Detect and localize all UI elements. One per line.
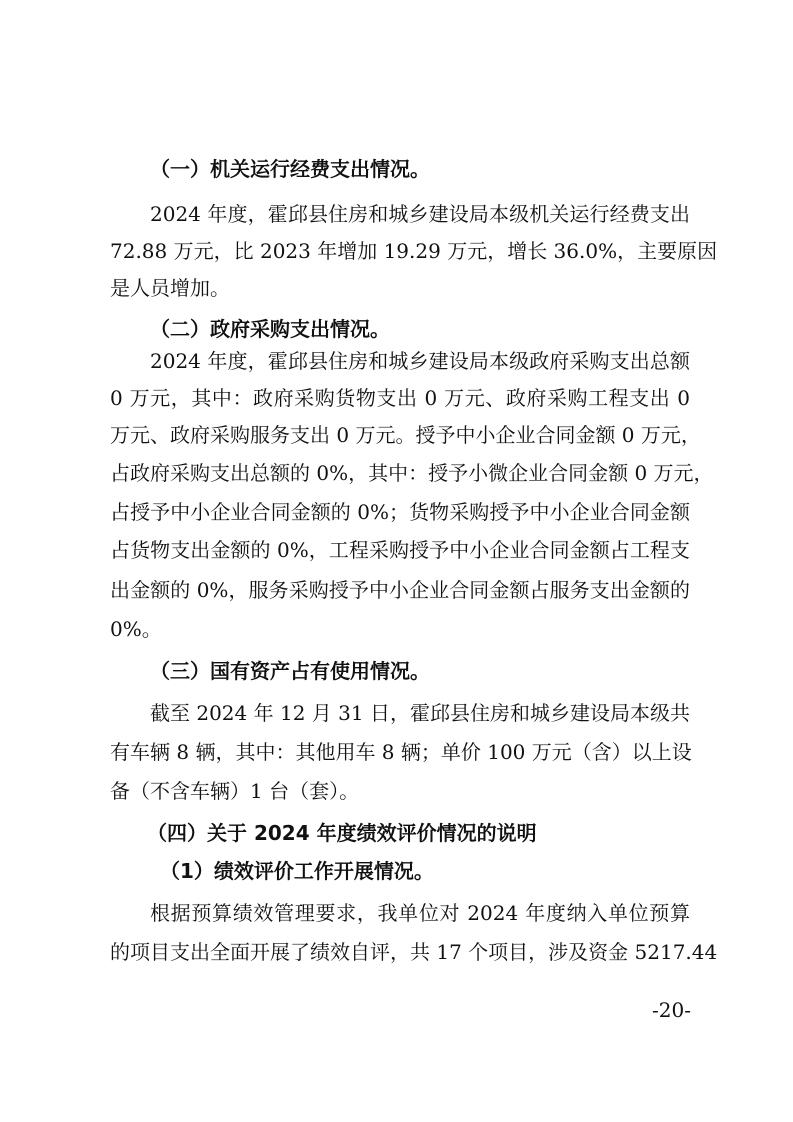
paragraph-line: 备（不含车辆）1 台（套）。	[110, 779, 360, 803]
subsection-heading-evaluation-work: （1）绩效评价工作开展情况。	[160, 859, 434, 883]
paragraph-line: 是人员增加。	[110, 276, 230, 300]
section-heading-state-assets: （三）国有资产占有使用情况。	[150, 659, 430, 683]
paragraph-line: 根据预算绩效管理要求，我单位对 2024 年度纳入单位预算	[150, 901, 690, 925]
paragraph-line: 占货物支出金额的 0%，工程采购授予中小企业合同金额占工程支	[110, 538, 690, 562]
section-heading-performance-evaluation: （四）关于 2024 年度绩效评价情况的说明	[147, 821, 537, 845]
paragraph-line: 占政府采购支出总额的 0%，其中：授予小微企业合同金额 0 万元，	[110, 461, 714, 485]
paragraph-line: 占授予中小企业合同金额的 0%；货物采购授予中小企业合同金额	[110, 500, 690, 524]
paragraph-line: 的项目支出全面开展了绩效自评，共 17 个项目，涉及资金 5217.44	[110, 940, 718, 964]
paragraph-line: 0%。	[110, 617, 162, 641]
paragraph-line: 万元、政府采购服务支出 0 万元。授予中小企业合同金额 0 万元，	[110, 423, 701, 447]
section-heading-operating-expenses: （一）机关运行经费支出情况。	[150, 157, 430, 181]
section-heading-procurement: （二）政府采购支出情况。	[150, 317, 390, 341]
paragraph-line: 有车辆 8 辆，其中：其他用车 8 辆；单价 100 万元（含）以上设	[110, 740, 692, 764]
page-number: -20-	[652, 998, 691, 1022]
paragraph-line: 出金额的 0%，服务采购授予中小企业合同金额占服务支出金额的	[110, 578, 690, 602]
paragraph-line: 2024 年度，霍邱县住房和城乡建设局本级政府采购支出总额	[150, 349, 690, 373]
paragraph-line: 0 万元，其中：政府采购货物支出 0 万元、政府采购工程支出 0	[110, 386, 690, 410]
paragraph-line: 2024 年度，霍邱县住房和城乡建设局本级机关运行经费支出	[150, 202, 690, 226]
paragraph-line: 截至 2024 年 12 月 31 日，霍邱县住房和城乡建设局本级共	[150, 701, 690, 725]
paragraph-line: 72.88 万元，比 2023 年增加 19.29 万元，增长 36.0%，主要原因	[110, 239, 718, 263]
